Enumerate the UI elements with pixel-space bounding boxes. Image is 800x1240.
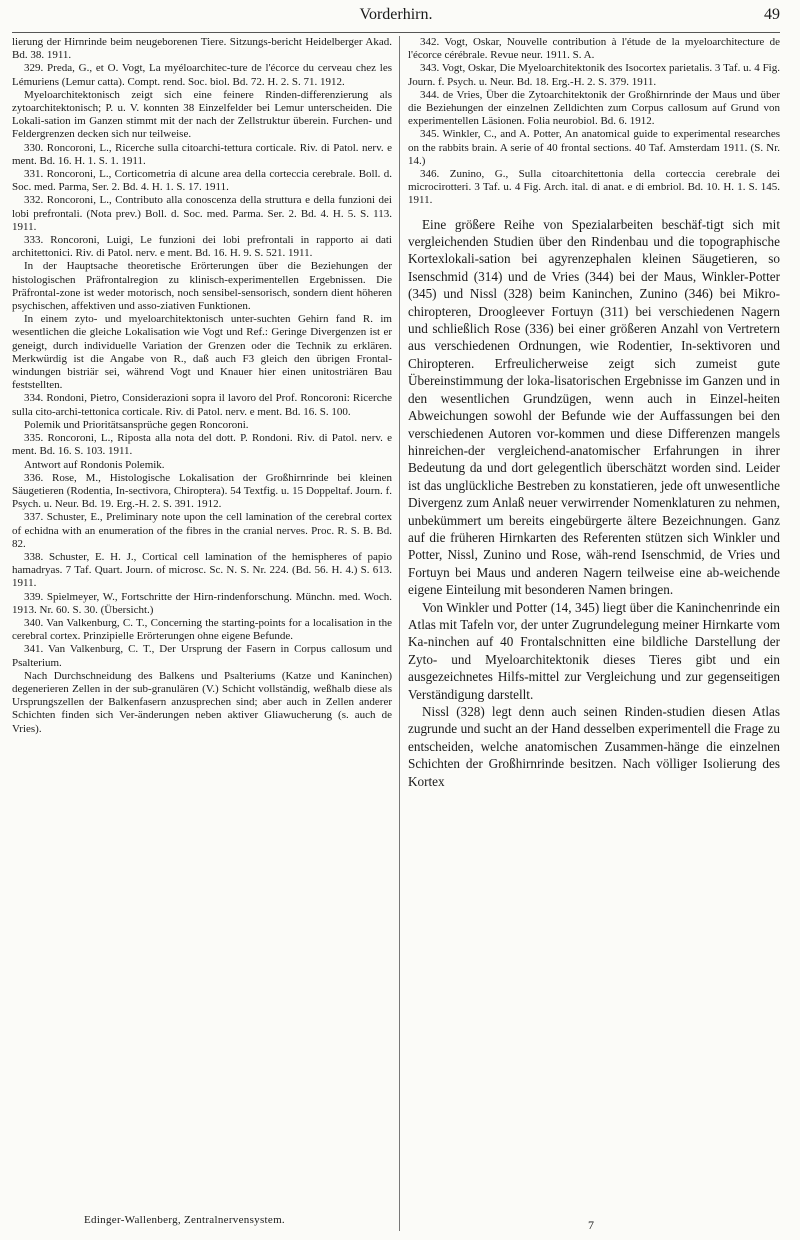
reference-entry: 343. Vogt, Oskar, Die Myeloarchitektonik des Isocortex parietalis. 3 Taf. u. 4 Fig. Journ. f. Psych. u. Neur. Bd. 18. Erg.-H. 2. S. 379. 1911. xyxy=(408,62,780,88)
column-divider xyxy=(399,36,400,1231)
paragraph: Nach Durchschneidung des Balkens und Psalteriums (Katze und Kaninchen) degenerieren Zellen in der sub-granulären (V.) Schicht vollständig, weßhalb diese als Ursprungszellen der Balkenfasern anzusprechen sind; aber auch in Zellen anderer Schichten finden sich Ver-änderungen neben aktiver Gliawucherung (s. auch de Vries). xyxy=(12,669,392,735)
paragraph: lierung der Hirnrinde beim neugeborenen Tiere. Sitzungs-bericht Heidelberger Akad. Bd. 38. 1911. xyxy=(12,36,392,62)
running-title: Vorderhirn. xyxy=(359,6,433,23)
reference-entry: 344. de Vries, Über die Zytoarchitektonik der Großhirnrinde der Maus und über die Beziehungen der einzelnen Zelldichten zum Corpus callosum auf Grund von experimentellen Läsionen. Folia neurobiol. Bd. 6. 1912. xyxy=(408,88,780,128)
reference-entry: 342. Vogt, Oskar, Nouvelle contribution à l'étude de la myeloarchitecture de l'écorce cérébrale. Revue neur. 1911. S. A. xyxy=(408,36,780,62)
paragraph: 337. Schuster, E., Preliminary note upon the cell lamination of the cerebral cortex of echidna with an enumeration of the fibres in the cranial nerves. Proc. R. S. B. Bd. 82. xyxy=(12,511,392,550)
prose-paragraph: Von Winkler und Potter (14, 345) liegt über die Kaninchenrinde ein Atlas mit Tafeln vor, der unter Zugrundelegung meiner Hirnkarte vom Ka-ninchen auf 40 Frontalschnitten eine bildliche Darstellung der Zyto- und Myeloarchitektonik dieses Tieres gibt und ein ausgezeichnetes Hilfs-mittel zur Vergleichung und zur gegenseitigen Verständigung darstellt. xyxy=(408,599,780,702)
reference-entry: 346. Zunino, G., Sulla citoarchitettonia della corteccia cerebrale dei microcirotteri. 3 Taf. u. 4 Fig. Arch. ital. di anat. e di embriol. Bd. 10. H. 1. S. 145. 1911. xyxy=(408,168,780,207)
running-header xyxy=(12,4,780,33)
paragraph: 340. Van Valkenburg, C. T., Concerning the starting-points for a localisation in the cerebral cortex. Prinzipielle Erörterungen ohne eigene Befunde. xyxy=(12,616,392,643)
right-column xyxy=(408,36,780,790)
left-column xyxy=(12,36,392,736)
reference-entry: 345. Winkler, C., and A. Potter, An anatomical guide to experimental researches on the rabbits brain. A serie of 40 frontal sections. 40 Taf. Amsterdam 1911. (S. Nr. 14.) xyxy=(408,128,780,167)
paragraph: 332. Roncoroni, L., Contributo alla conoscenza della struttura e della funzioni dei lobi prefrontali. (Nota prev.) Boll. d. Soc. med. Parma. Ser. 2. Bd. 4. H. 5. S. 113. 1911. xyxy=(12,194,392,233)
paragraph: Antwort auf Rondonis Polemik. xyxy=(24,458,165,471)
paragraph: 338. Schuster, E. H. J., Cortical cell lamination of the hemispheres of papio hamadryas. 7 Taf. Quart. Journ. of microsc. Sc. N. S. Nr. 224. (Bd. 56. H. 4.) S. 613. 1911. xyxy=(12,550,392,590)
paragraph: 341. Van Valkenburg, C. T., Der Ursprung der Fasern in Corpus callosum und Psalterium. xyxy=(12,643,392,669)
page-number: 49 xyxy=(764,6,780,23)
paragraph: 336. Rose, M., Histologische Lokalisation der Großhirnrinde bei kleinen Säugetieren (Rodentia, In-sectivora, Chiroptera). 54 Textfig. u. 15 Doppeltaf. Journ. f. Psych. u. Neur. Bd. 19. Erg.-H. 2. S. 391. 1912. xyxy=(12,471,392,511)
prose-paragraph: Nissl (328) legt denn auch seinen Rinden-studien diesen Atlas zugrunde und sucht an der Hand desselben experimentell die Frage zu entscheiden, welche anatomischen Zusammen-hänge die einzelnen Schichten der Großhirnrinde besitzen. Nach völliger Isolierung des Kortex xyxy=(408,704,780,789)
publisher-footer: Edinger-Wallenberg, Zentralnervensystem. xyxy=(84,1214,285,1226)
paragraph: 333. Roncoroni, Luigi, Le funzioni dei lobi prefrontali in rapporto ai dati architettonici. Riv. di Patol. nerv. e ment. Bd. 16. H. 9. S. 521. 1911. xyxy=(12,234,392,260)
paragraph: 331. Roncoroni, L., Corticometria di alcune area della corteccia cerebrale. Boll. d. Soc. med. Parma, Ser. 2. Bd. 4. H. 1. S. 17. 1911. xyxy=(12,168,392,194)
signature-mark: 7 xyxy=(588,1218,594,1232)
paragraph: 335. Roncoroni, L., Riposta alla nota del dott. P. Rondoni. Riv. di Patol. nerv. e ment. Bd. 16. S. 103. 1911. xyxy=(12,432,392,458)
paragraph: 339. Spielmeyer, W., Fortschritte der Hirn-rindenforschung. Münchn. med. Woch. 1913. Nr. 60. S. 30. (Übersicht.) xyxy=(12,590,392,616)
prose-paragraph: Eine größere Reihe von Spezialarbeiten beschäf-tigt sich mit vergleichenden Studien über den Rindenbau und die topographische Kortexlokali-sation bei agyrenzephalen kleinen Säugetieren, so Isenschmid (314) und de Vries (344) bei der Maus, Winkler-Potter (345) und Nissl (328) beim Kaninchen, Zunino (346) bei Mikro-chiropteren, Droogleever Fortuyn (311) bei verschiedenen Nagern und schließlich Rose (336) bei einer größeren Anzahl von Vertretern aus verschiedenen Ordnungen, wie Rodentier, In-sektivoren und Chiropteren. Erfreulicherweise zeigt sich zumeist gute Übereinstimmung der loka-lisatorischen Ergebnisse im Ganzen und in den wesentlichen Grundzügen, wenn auch in Einzel-heiten Abweichungen sowohl der Befunde wie der Auffassungen bei den verschiedenen Autoren vor-kommen und diese Differenzen mangels hinreichen-der vergleichend-anatomischer Erfahrungen in ihrer Bedeutung da und dort gelegentlich überschätzt worden sind. Leider ist das unglückliche Bestreben zu konstatieren, jede oft unwesentliche Divergenz zum Anlaß neuer verwirrender Nomenklaturen zu nehmen, unbekümmert um bereits eingebürgerte ältere Bezeichnungen. Ganz auf die früheren Hirnkarten des Referenten stützen sich Winkler und Potter, Nissl, Zunino und Rose, wäh-rend Isenschmid, de Vries und Fortuyn bei Maus und anderen Nagern teilweise eine ab-weichende eigene Einteilung mit besonderen Namen bringen. xyxy=(408,216,780,598)
paragraph: 330. Roncoroni, L., Ricerche sulla citoarchi-tettura corticale. Riv. di Patol. nerv. e ment. Bd. 16. H. 1. S. 1. 1911. xyxy=(12,141,392,167)
paragraph: Myeloarchitektonisch zeigt sich eine feinere Rinden-differenzierung als zytoarchitektonisch; P. u. V. konnten 38 Einzelfelder bei Lemur unterscheiden. Die Lokali-sation im Ganzen stimmt mit der nach der Zellstruktur überein. Furchen- und Feldergrenzen decken sich nur teilweise. xyxy=(12,88,392,141)
paragraph: In einem zyto- und myeloarchitektonisch unter-suchten Gehirn fand R. im wesentlichen die gleiche Lokalisation wie Vogt und Ref.: Geringe Divergenzen ist er geneigt, durch individuelle Variation der Grenzen oder die Technik zu erklären. Merkwürdig ist die Angabe von R., daß auch F3 gleich den übrigen Frontal-windungen bistriär sei, während Vogt und Knauer hier einen unitostriären Bau feststellten. xyxy=(12,313,392,392)
paragraph: Polemik und Prioritätsansprüche gegen Roncoroni. xyxy=(24,418,249,431)
paragraph: 334. Rondoni, Pietro, Considerazioni sopra il lavoro del Prof. Roncoroni: Ricerche sulla cito-archi-tettonica corticale. Riv. di Patol. nerv. e ment. Bd. 16. S. 100. xyxy=(12,392,392,418)
paragraph: 329. Preda, G., et O. Vogt, La myéloarchitec-ture de l'écorce du cerveau chez les Lémuriens (Lemur catta). Compt. rend. Soc. biol. Bd. 72. H. 2. S. 71. 1912. xyxy=(12,62,392,88)
paragraph: In der Hauptsache theoretische Erörterungen über die Beziehungen der histologischen Präfrontalregion zu klinisch-experimentellen Ergebnissen. Die Präfrontal-zone ist weder motorisch, noch sensibel-sensorisch, sondern dient höheren psychischen, affektiven und asso-ziativen Funktionen. xyxy=(12,260,392,313)
